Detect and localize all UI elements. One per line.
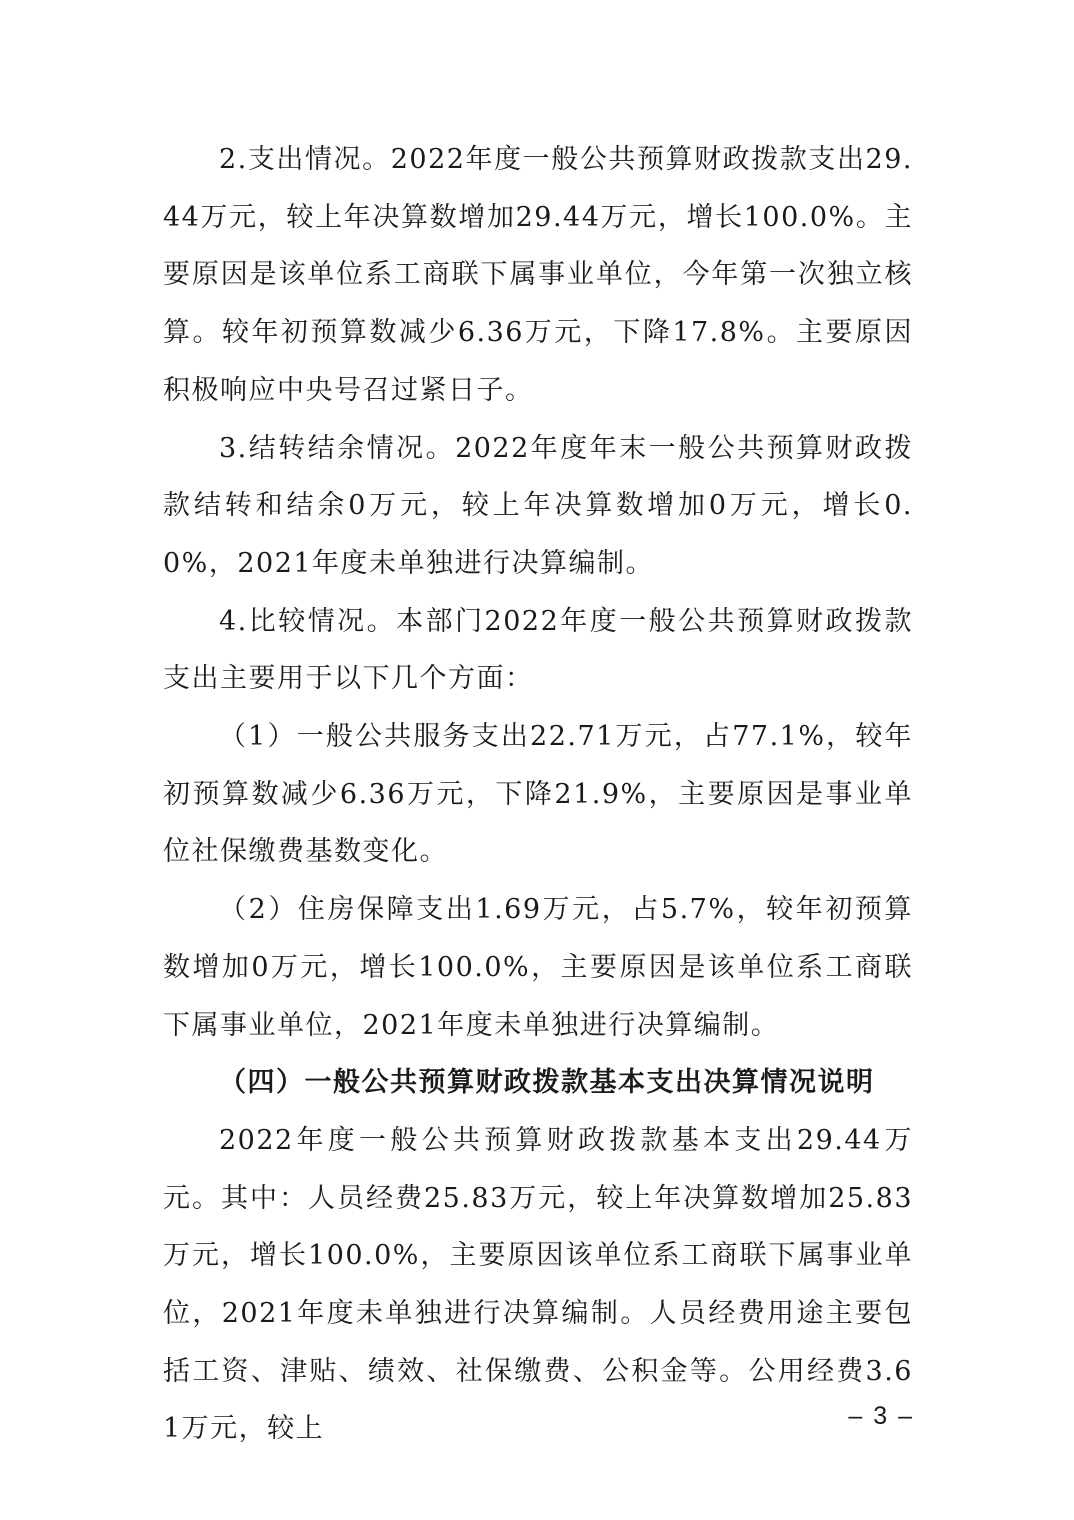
paragraph-item-1: （1）一般公共服务支出22.71万元，占77.1%，较年初预算数减少6.36万元，下降21.9%，主要原因是事业单位社保缴费基数变化。: [163, 721, 913, 868]
paragraph-expenditure: 2.支出情况。2022年度一般公共预算财政拨款支出29.44万元，较上年决算数增加29.44万元，增长100.0%。主要原因是该单位系工商联下属事业单位，今年第一次独立核算。较年初预算数减少6.36万元，下降17.8%。主要原因积极响应中央号召过紧日子。: [163, 144, 913, 406]
page-number: – 3 –: [848, 1402, 914, 1430]
document-body: [163, 131, 913, 1458]
paragraph-item-2: （2）住房保障支出1.69万元，占5.7%，较年初预算数增加0万元，增长100.0%，主要原因是该单位系工商联下属事业单位，2021年度未单独进行决算编制。: [163, 894, 913, 1041]
section-heading: （四）一般公共预算财政拨款基本支出决算情况说明: [219, 1067, 875, 1099]
paragraph-basic-expenditure: 2022年度一般公共预算财政拨款基本支出29.44万元。其中：人员经费25.83万元，较上年决算数增加25.83万元，增长100.0%，主要原因该单位系工商联下属事业单位，2021年度未单独进行决算编制。人员经费用途主要包括工资、津贴、绩效、社保缴费、公积金等。公用经费3.61万元，较上: [163, 1124, 913, 1445]
paragraph-comparison: 4.比较情况。本部门2022年度一般公共预算财政拨款支出主要用于以下几个方面：: [163, 605, 913, 695]
paragraph-carryover: 3.结转结余情况。2022年度年末一般公共预算财政拨款结转和结余0万元，较上年决算数增加0万元，增长0.0%，2021年度未单独进行决算编制。: [163, 432, 913, 579]
